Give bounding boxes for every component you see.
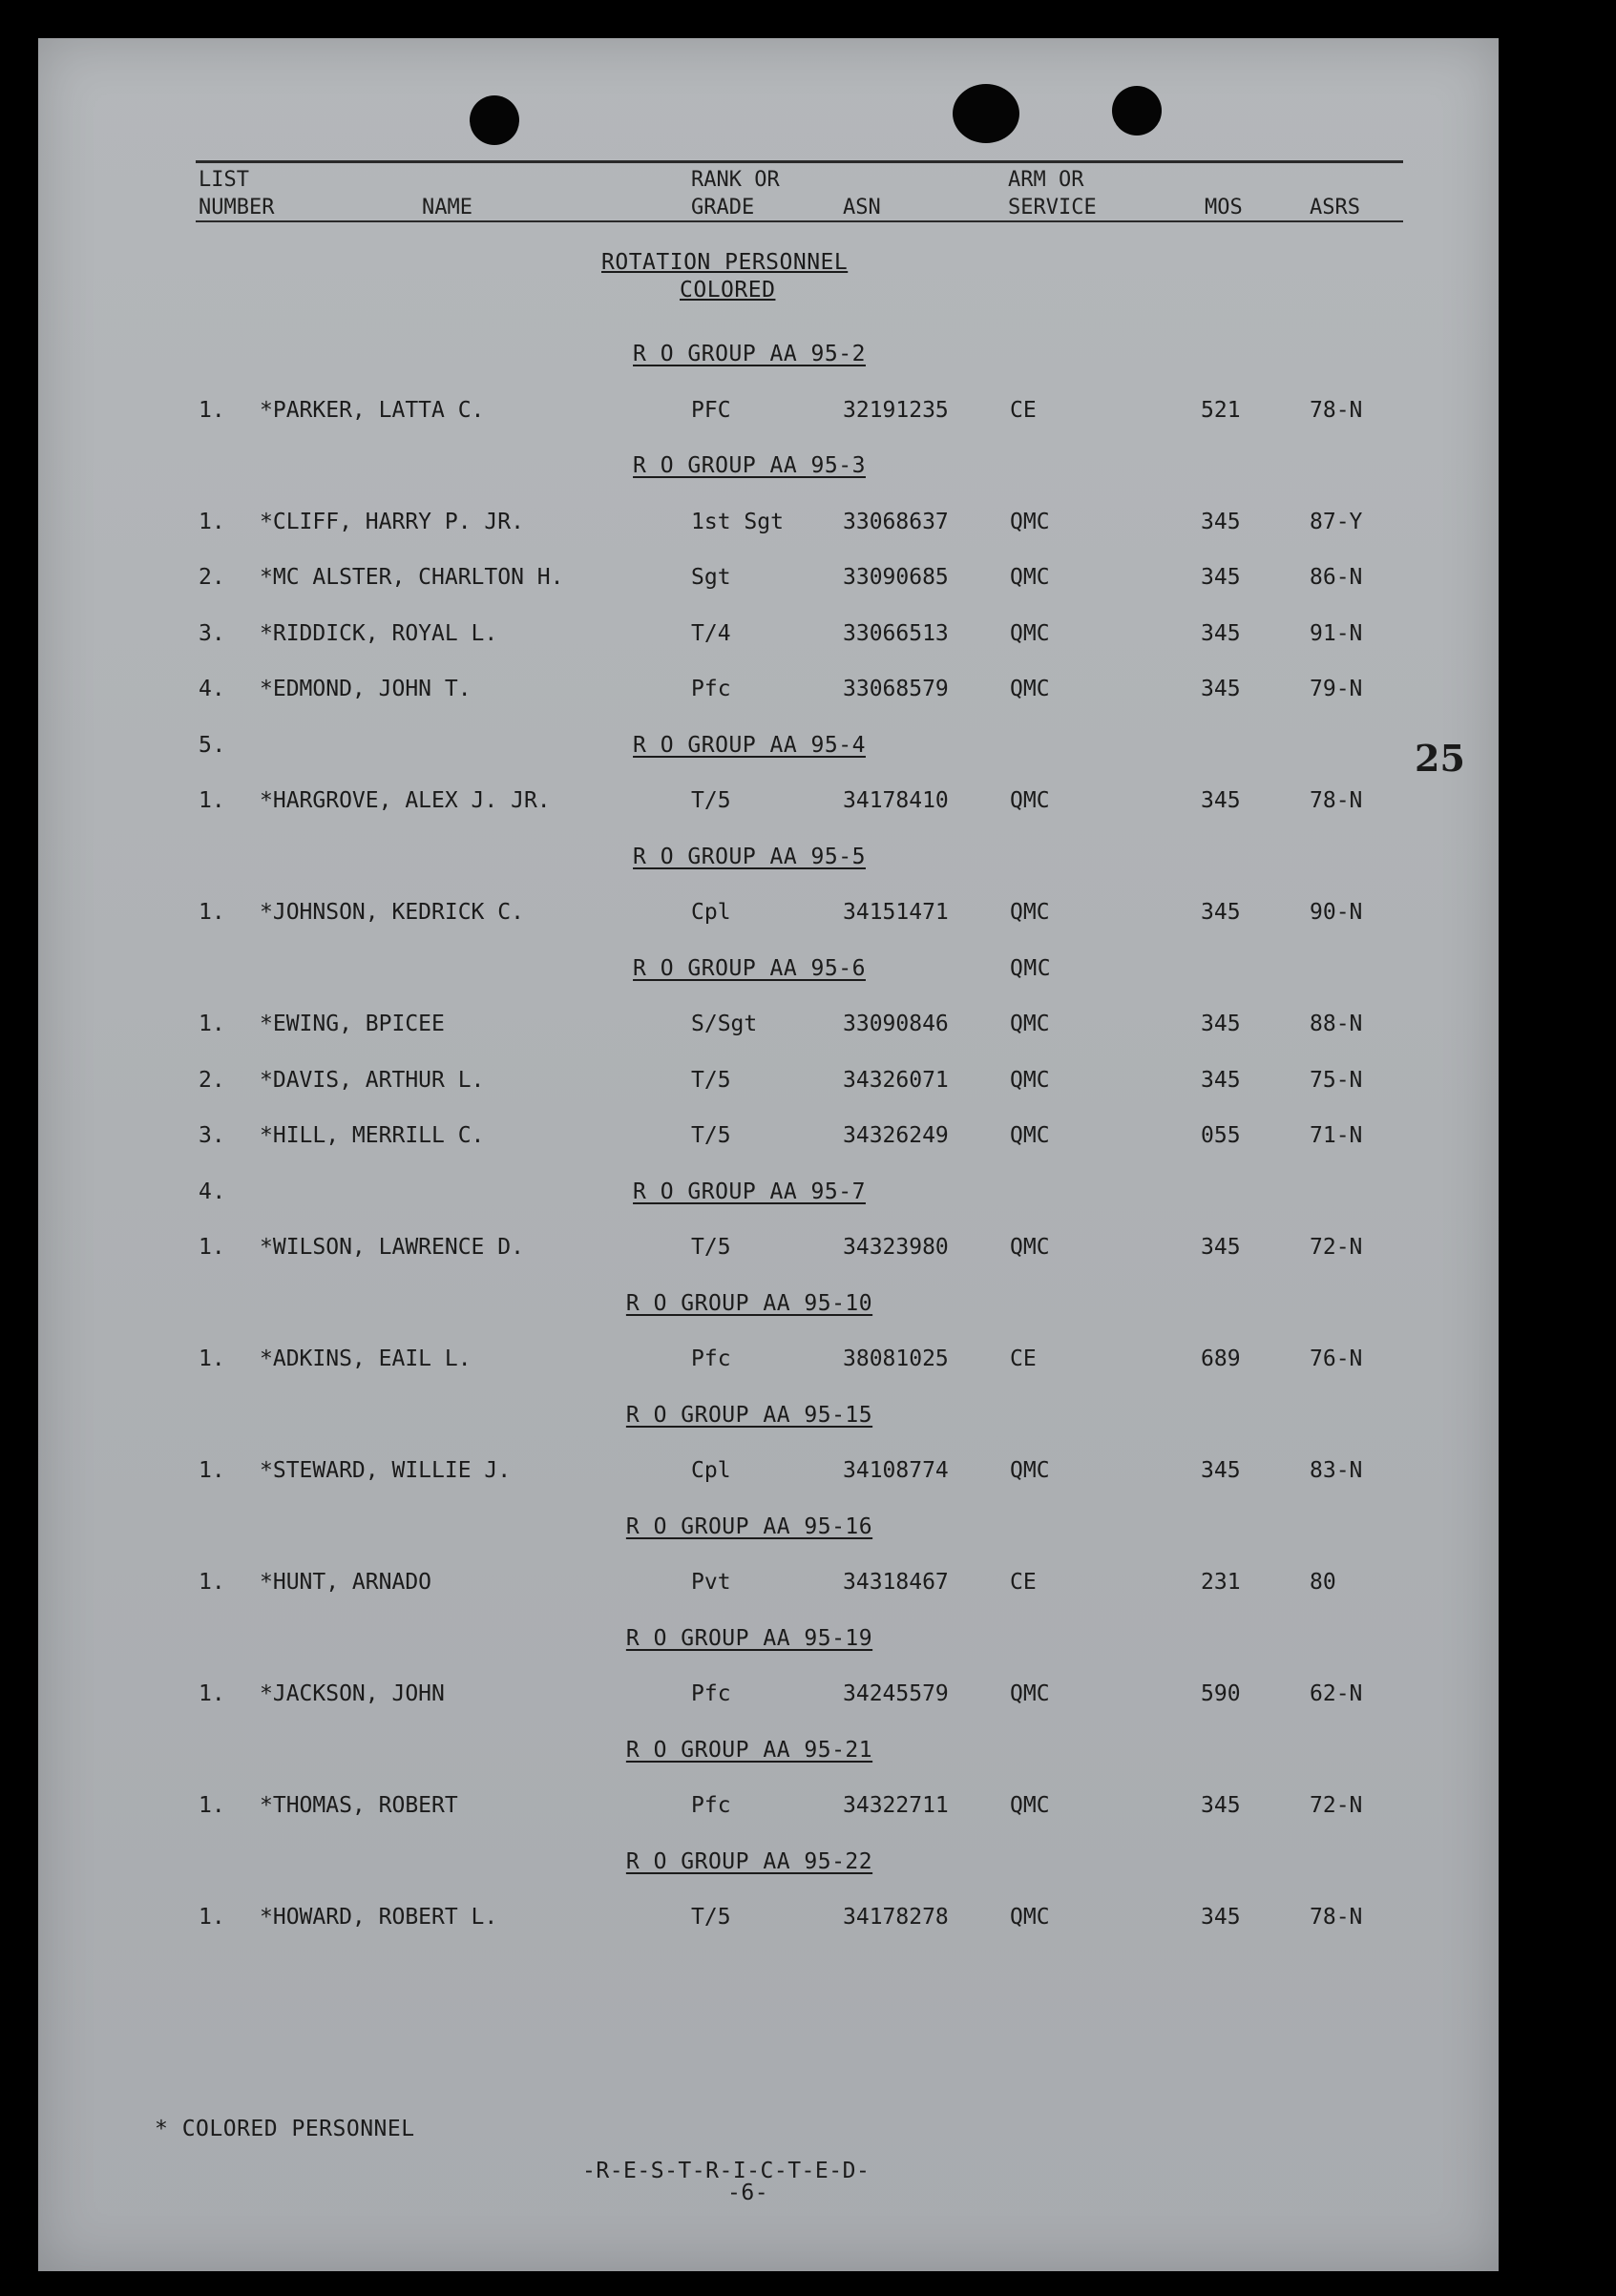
cell-arm: QMC xyxy=(1010,788,1050,813)
cell-arm: CE xyxy=(1010,1570,1037,1595)
group-label: R O GROUP AA 95-10 xyxy=(625,1290,873,1316)
cell-num: 1. xyxy=(199,509,225,534)
group-label: R O GROUP AA 95-7 xyxy=(633,1179,866,1204)
cell-num: 1. xyxy=(199,1681,225,1706)
cell-rank: S/Sgt xyxy=(691,1012,758,1036)
cell-num: 1. xyxy=(199,1346,225,1371)
cell-rank: T/5 xyxy=(691,1905,731,1930)
cell-asrs: 78-N xyxy=(1310,1905,1363,1930)
punch-hole xyxy=(953,84,1019,143)
cell-num: 1. xyxy=(199,788,225,813)
cell-mos: 055 xyxy=(1201,1123,1241,1148)
cell-asrs: 76-N xyxy=(1310,1346,1363,1371)
cell-rank: Pfc xyxy=(691,1681,731,1706)
cell-asn: 38081025 xyxy=(843,1346,949,1371)
cell-asrs: 78-N xyxy=(1310,397,1363,423)
cell-rank: Pvt xyxy=(691,1570,731,1595)
title-line2: COLORED xyxy=(680,278,776,303)
cell-arm: QMC xyxy=(1010,677,1050,701)
table-row xyxy=(38,677,1499,705)
cell-asn: 34326071 xyxy=(843,1067,949,1093)
header-rank: RANK OR GRADE xyxy=(691,168,780,219)
cell-name: *EWING, BPICEE xyxy=(260,1012,445,1036)
cell-asrs: 80 xyxy=(1310,1570,1336,1595)
group-label: R O GROUP AA 95-6 xyxy=(633,955,866,981)
table-row xyxy=(38,398,1499,427)
cell-arm: QMC xyxy=(1010,1458,1050,1483)
cell-rank: Sgt xyxy=(691,565,731,590)
footnote: * COLORED PERSONNEL xyxy=(155,2117,415,2141)
cell-num: 1. xyxy=(199,1570,225,1595)
cell-name: *HOWARD, ROBERT L. xyxy=(260,1905,498,1930)
cell-rank: Cpl xyxy=(691,1458,731,1483)
cell-name: *HUNT, ARNADO xyxy=(260,1570,432,1595)
cell-rank: Pfc xyxy=(691,1793,731,1818)
cell-rank: T/4 xyxy=(691,620,731,646)
cell-asrs: 87-Y xyxy=(1310,509,1363,534)
group-label: R O GROUP AA 95-21 xyxy=(625,1737,873,1763)
header-top-rule xyxy=(196,160,1403,163)
cell-name: *ADKINS, EAIL L. xyxy=(260,1346,472,1371)
cell-mos: 345 xyxy=(1201,620,1241,646)
cell-rank: T/5 xyxy=(691,1123,731,1148)
header-mos: MOS xyxy=(1205,196,1243,219)
group-label-row xyxy=(19,1291,1480,1316)
cell-arm: QMC xyxy=(1010,565,1050,590)
table-row xyxy=(38,565,1499,594)
cell-mos: 590 xyxy=(1201,1681,1241,1706)
cell-asrs: 90-N xyxy=(1310,900,1363,925)
table-row xyxy=(38,1905,1499,1933)
cell-mos: 345 xyxy=(1201,677,1241,701)
cell-asn: 33066513 xyxy=(843,620,949,646)
cell-arm: CE xyxy=(1010,1346,1037,1371)
cell-asn: 33068637 xyxy=(843,509,949,534)
cell-arm: QMC xyxy=(1010,900,1050,925)
cell-mos: 345 xyxy=(1201,1905,1241,1930)
group-label-row xyxy=(19,733,1480,758)
cell-num: 1. xyxy=(199,1905,225,1930)
cell-asn: 34318467 xyxy=(843,1570,949,1595)
footer-classification: -R-E-S-T-R-I-C-T-E-D- xyxy=(582,2159,871,2183)
cell-name: *CLIFF, HARRY P. JR. xyxy=(260,509,524,534)
cell-name: *JACKSON, JOHN xyxy=(260,1681,445,1706)
cell-mos: 521 xyxy=(1201,397,1241,423)
cell-num: 3. xyxy=(199,620,225,646)
cell-asrs: 79-N xyxy=(1310,677,1363,701)
cell-asn: 33090685 xyxy=(843,565,949,590)
cell-name: *JOHNSON, KEDRICK C. xyxy=(260,900,524,925)
table-row xyxy=(38,621,1499,650)
cell-num: 3. xyxy=(199,1123,225,1148)
table-row xyxy=(38,1012,1499,1040)
cell-asn: 33090846 xyxy=(843,1012,949,1036)
group-label: R O GROUP AA 95-15 xyxy=(625,1402,873,1428)
cell-num: 1. xyxy=(199,397,225,423)
table-row xyxy=(38,900,1499,929)
cell-mos: 345 xyxy=(1201,900,1241,925)
cell-num: 1. xyxy=(199,1458,225,1483)
cell-rank: PFC xyxy=(691,397,731,423)
cell-num: 2. xyxy=(199,565,225,590)
cell-mos: 345 xyxy=(1201,509,1241,534)
group-label-row xyxy=(19,1849,1480,1874)
cell-asn: 34326249 xyxy=(843,1123,949,1148)
cell-asn: 32191235 xyxy=(843,397,949,423)
header-asrs: ASRS xyxy=(1310,196,1360,219)
footer-page-number: -6- xyxy=(727,2181,769,2205)
group-label-row xyxy=(19,453,1480,478)
cell-asn: 34323980 xyxy=(843,1235,949,1260)
cell-arm: QMC xyxy=(1010,1793,1050,1818)
table-row xyxy=(38,1793,1499,1822)
cell-arm: QMC xyxy=(1010,1067,1050,1093)
cell-arm: QMC xyxy=(1010,1012,1050,1036)
cell-asn: 34322711 xyxy=(843,1793,949,1818)
table-row xyxy=(38,1681,1499,1710)
group-label: R O GROUP AA 95-19 xyxy=(625,1625,873,1651)
group-label: R O GROUP AA 95-16 xyxy=(625,1513,873,1539)
cell-name: *DAVIS, ARTHUR L. xyxy=(260,1067,485,1093)
cell-num: 2. xyxy=(199,1067,225,1093)
cell-asrs: 91-N xyxy=(1310,620,1363,646)
cell-mos: 345 xyxy=(1201,1067,1241,1093)
cell-asn: 34108774 xyxy=(843,1458,949,1483)
group-label-row xyxy=(19,956,1480,981)
header-name: NAME xyxy=(422,196,472,219)
cell-asn: 34245579 xyxy=(843,1681,949,1706)
cell-num: 1. xyxy=(199,1012,225,1036)
cell-mos: 345 xyxy=(1201,1235,1241,1260)
group-label-row xyxy=(19,342,1480,366)
cell-arm: QMC xyxy=(1010,1235,1050,1260)
cell-rank: T/5 xyxy=(691,788,731,813)
cell-rank: Pfc xyxy=(691,677,731,701)
cell-name: *HARGROVE, ALEX J. JR. xyxy=(260,788,551,813)
group-label-row xyxy=(19,1626,1480,1651)
cell-rank: T/5 xyxy=(691,1067,731,1093)
cell-name: *PARKER, LATTA C. xyxy=(260,397,485,423)
group-label: R O GROUP AA 95-2 xyxy=(633,342,866,366)
cell-asrs: 71-N xyxy=(1310,1123,1363,1148)
cell-asrs: 72-N xyxy=(1310,1793,1363,1818)
header-bottom-rule xyxy=(196,220,1403,222)
header-arm: ARM OR SERVICE xyxy=(1008,168,1097,219)
group-label-row xyxy=(19,1403,1480,1428)
cell-name: *THOMAS, ROBERT xyxy=(260,1793,458,1818)
cell-mos: 345 xyxy=(1201,565,1241,590)
table-row xyxy=(38,510,1499,538)
cell-mos: 345 xyxy=(1201,1012,1241,1036)
header-list-number: LIST NUMBER xyxy=(199,168,275,219)
cell-mos: 345 xyxy=(1201,1458,1241,1483)
group-label: R O GROUP AA 95-4 xyxy=(633,732,866,758)
cell-name: *WILSON, LAWRENCE D. xyxy=(260,1235,524,1260)
cell-num: 1. xyxy=(199,1235,225,1260)
punch-hole xyxy=(1112,86,1162,136)
cell-asrs: 83-N xyxy=(1310,1458,1363,1483)
cell-arm: QMC xyxy=(1010,509,1050,534)
side-page-number: 25 xyxy=(1415,737,1465,780)
cell-rank: Pfc xyxy=(691,1346,731,1371)
cell-asrs: 86-N xyxy=(1310,565,1363,590)
table-row xyxy=(38,1123,1499,1152)
cell-asrs: 88-N xyxy=(1310,1012,1363,1036)
trailing-list-number: 5. xyxy=(199,732,226,758)
cell-arm: QMC xyxy=(1010,1905,1050,1930)
cell-asn: 33068579 xyxy=(843,677,949,701)
document-page xyxy=(38,38,1499,2271)
group-label-row xyxy=(19,845,1480,869)
table-row xyxy=(38,1570,1499,1598)
cell-mos: 689 xyxy=(1201,1346,1241,1371)
punch-hole xyxy=(470,95,519,145)
group-label: R O GROUP AA 95-3 xyxy=(633,453,866,478)
table-row xyxy=(38,1068,1499,1096)
cell-arm: CE xyxy=(1010,397,1037,423)
table-row xyxy=(38,1458,1499,1487)
trailing-list-number: 4. xyxy=(199,1179,226,1204)
cell-num: 1. xyxy=(199,1793,225,1818)
group-label-row xyxy=(19,1179,1480,1204)
cell-num: 1. xyxy=(199,900,225,925)
cell-name: *HILL, MERRILL C. xyxy=(260,1123,485,1148)
cell-rank: Cpl xyxy=(691,900,731,925)
cell-asrs: 78-N xyxy=(1310,788,1363,813)
cell-arm: QMC xyxy=(1010,620,1050,646)
table-row xyxy=(38,1235,1499,1263)
cell-num: 4. xyxy=(199,677,225,701)
cell-asrs: 75-N xyxy=(1310,1067,1363,1093)
cell-asrs: 62-N xyxy=(1310,1681,1363,1706)
cell-name: *MC ALSTER, CHARLTON H. xyxy=(260,565,564,590)
group-label-arm: QMC xyxy=(1010,955,1052,981)
header-asn: ASN xyxy=(843,196,881,219)
cell-asn: 34178278 xyxy=(843,1905,949,1930)
cell-rank: 1st Sgt xyxy=(691,509,784,534)
cell-asrs: 72-N xyxy=(1310,1235,1363,1260)
table-row xyxy=(38,1346,1499,1375)
group-label: R O GROUP AA 95-22 xyxy=(625,1848,873,1874)
cell-mos: 231 xyxy=(1201,1570,1241,1595)
group-label-row xyxy=(19,1738,1480,1763)
cell-arm: QMC xyxy=(1010,1123,1050,1148)
cell-mos: 345 xyxy=(1201,788,1241,813)
cell-name: *STEWARD, WILLIE J. xyxy=(260,1458,512,1483)
table-row xyxy=(38,788,1499,817)
cell-mos: 345 xyxy=(1201,1793,1241,1818)
cell-rank: T/5 xyxy=(691,1235,731,1260)
cell-asn: 34178410 xyxy=(843,788,949,813)
group-label: R O GROUP AA 95-5 xyxy=(633,844,866,869)
cell-arm: QMC xyxy=(1010,1681,1050,1706)
title-line1: ROTATION PERSONNEL xyxy=(601,250,849,275)
cell-asn: 34151471 xyxy=(843,900,949,925)
cell-name: *RIDDICK, ROYAL L. xyxy=(260,620,498,646)
group-label-row xyxy=(19,1514,1480,1539)
cell-name: *EDMOND, JOHN T. xyxy=(260,677,472,701)
